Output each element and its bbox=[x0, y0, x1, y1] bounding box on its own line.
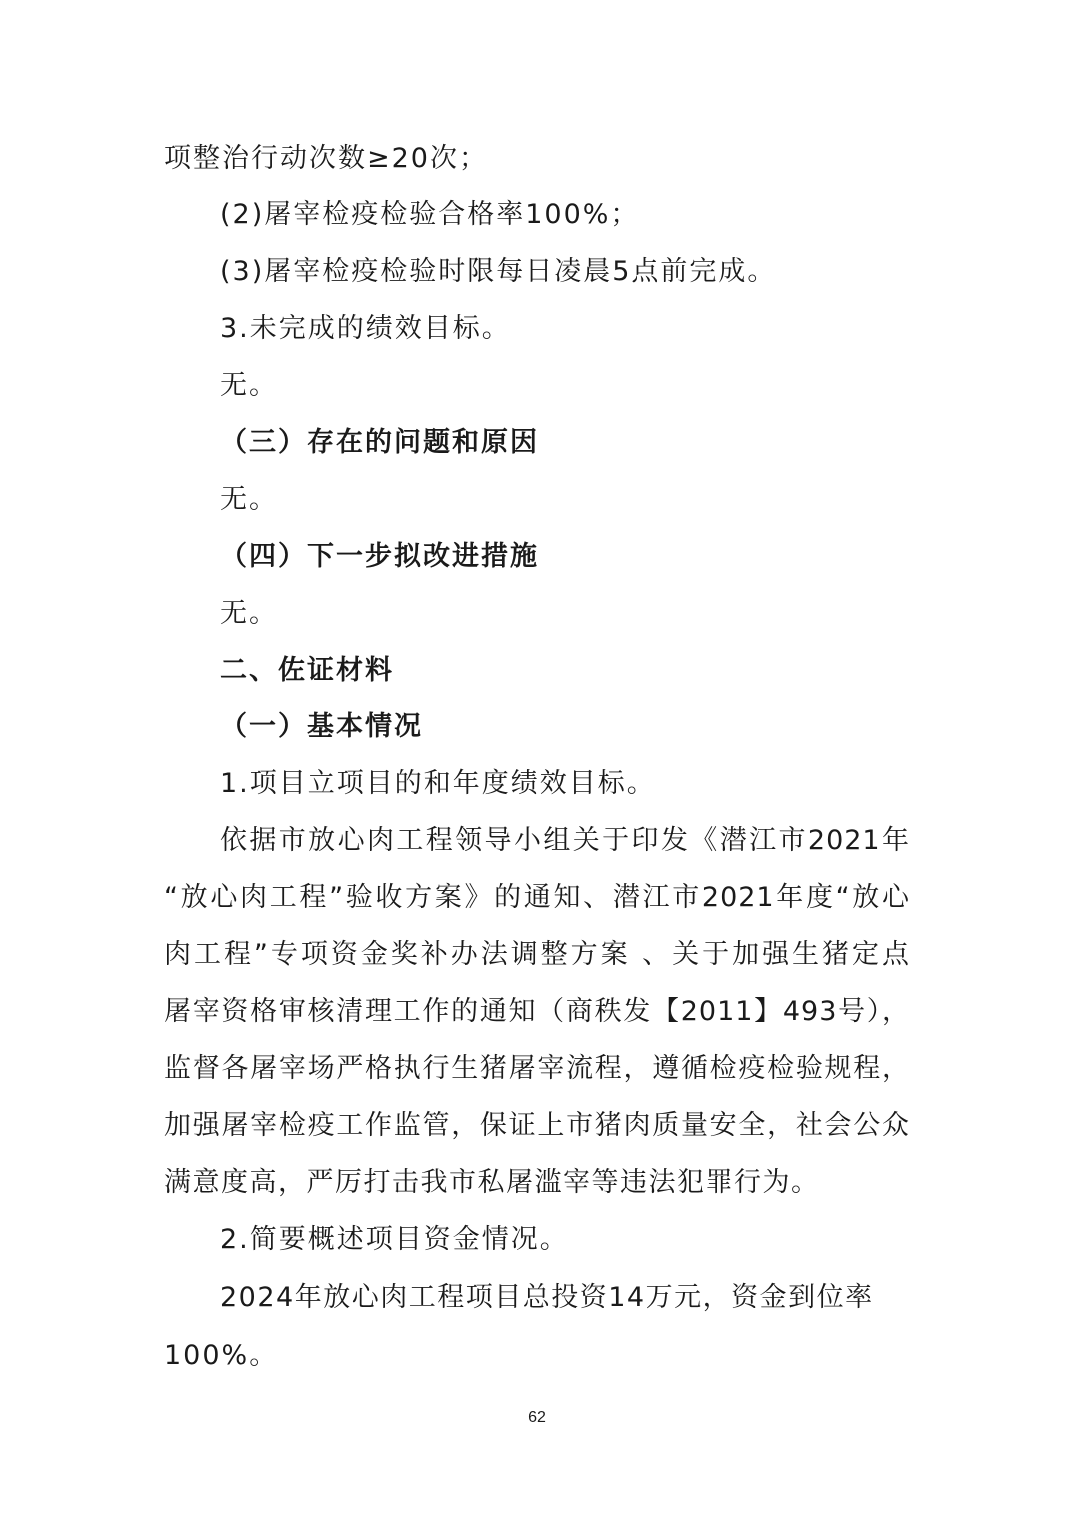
paragraph-line: 屠宰资格审核清理工作的通知（商秩发【2011】493号）， bbox=[164, 996, 910, 1027]
paragraph-line: 加强屠宰检疫工作监管，保证上市猪肉质量安全，社会公众 bbox=[164, 1110, 910, 1141]
paragraph-line: 监督各屠宰场严格执行生猪屠宰流程，遵循检疫检验规程， bbox=[164, 1053, 910, 1084]
paragraph-line: 项整治行动次数≥20次； bbox=[164, 143, 488, 174]
paragraph-line: “放心肉工程”验收方案》的通知、潜江市2021年度“放心 bbox=[164, 882, 910, 913]
paragraph-line: 无。 bbox=[220, 598, 278, 629]
subheading: 3.未完成的绩效目标。 bbox=[220, 313, 511, 344]
paragraph-line: 2024年放心肉工程项目总投资14万元，资金到位率 bbox=[220, 1282, 874, 1313]
paragraph-line: 肉工程”专项资金奖补办法调整方案 、关于加强生猪定点 bbox=[164, 939, 910, 970]
list-item: (3)屠宰检疫检验时限每日凌晨5点前完成。 bbox=[220, 256, 777, 287]
chapter-heading: 二、佐证材料 bbox=[220, 655, 394, 686]
paragraph-line: 满意度高，严厉打击我市私屠滥宰等违法犯罪行为。 bbox=[164, 1167, 820, 1198]
page-number: 62 bbox=[528, 1409, 546, 1426]
subheading: 1.项目立项目的和年度绩效目标。 bbox=[220, 768, 656, 799]
paragraph-line: 无。 bbox=[220, 484, 278, 515]
section-heading: （三）存在的问题和原因 bbox=[220, 427, 539, 458]
subheading: 2.简要概述项目资金情况。 bbox=[220, 1224, 569, 1255]
paragraph-line: 无。 bbox=[220, 370, 278, 401]
paragraph-line: 依据市放心肉工程领导小组关于印发《潜江市2021年 bbox=[220, 825, 910, 856]
paragraph-line: 100%。 bbox=[164, 1340, 279, 1371]
section-heading: （一）基本情况 bbox=[220, 711, 423, 742]
list-item: (2)屠宰检疫检验合格率100%； bbox=[220, 199, 640, 230]
section-heading: （四）下一步拟改进措施 bbox=[220, 541, 539, 572]
